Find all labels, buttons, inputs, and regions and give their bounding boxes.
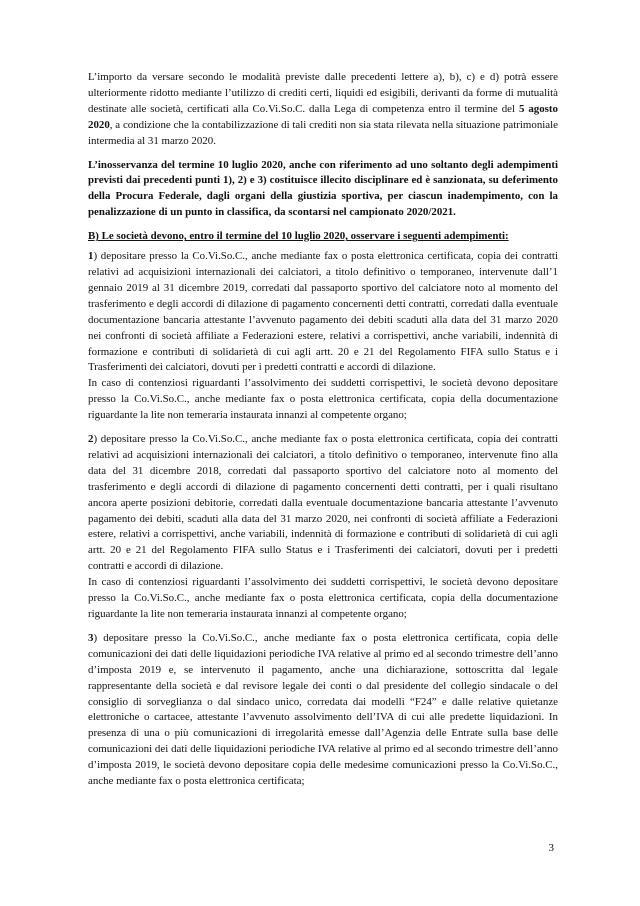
item-3-number: 3	[88, 631, 94, 644]
item-2-number: 2	[88, 433, 94, 446]
intro-text-a: L’importo da versare secondo le modalità previste dalle precedenti lettere a), b), c) e d) potrà essere ulteriormente ridotto mediante l’utilizzo di crediti certi, liquidi ed esigibili, derivanti da forme di mutualità destinate alle società, certificati alla Co.Vi.So.C. dalla Lega di competenza entro il termine del	[88, 71, 558, 115]
intro-deadline-date: 5 agosto 2020	[88, 102, 558, 131]
page-number: 3	[548, 842, 554, 854]
sanction-paragraph	[88, 158, 558, 222]
item-1-text: ) depositare presso la Co.Vi.So.C., anche mediante fax o posta elettronica certificata, copia dei contratti relativi ad acquisizioni internazionali dei calciatori, a titolo definitivo o temporaneo, intervenute dall’1 gennaio 2019 al 31 dicembre 2019, corredati dal passaporto sportivo del calciatore noto al momento del trasferimento e degli accordi di dilazione di pagamento concernenti detti contratti, corredati dalla eventuale documentazione bancaria attestante l’avvenuto pagamento dei debiti scaduti alla data del 31 marzo 2020 nei confronti di società affiliate a Federazioni estere, relativi a corrispettivi, anche variabili, indennità di formazione e contributi di solidarietà di cui agli artt. 20 e 21 del Regolamento FIFA sullo Status e i Trasferimenti dei calciatori, dovuti per i predetti contratti e accordi di dilazione.	[88, 250, 558, 374]
item-2-text: ) depositare presso la Co.Vi.So.C., anche mediante fax o posta elettronica certificata, copia dei contratti relativi ad acquisizioni internazionali dei calciatori, a titolo definitivo o temporaneo, intervenute fino alla data del 31 dicembre 2018, corredati dal passaporto sportivo del calciatore noto al momento del trasferimento e degli accordi di dilazione di pagamento concernenti detti contratti, per i quali risultano ancora aperte posizioni debitorie, corredati dalla eventuale documentazione bancaria attestante l’avvenuto pagamento dei debiti, scaduti alla data del 31 marzo 2020, nei confronti di società affiliate a Federazioni estere, relativi a corrispettivi, anche variabili, indennità di formazione e contributi di solidarietà di cui agli artt. 20 e 21 del Regolamento FIFA sullo Status e i Trasferimenti dei calciatori, dovuti per i predetti contratti e accordi di dilazione.	[88, 433, 558, 573]
item-1-litigation-paragraph: In caso di contenziosi riguardanti l’assolvimento dei suddetti corrispettivi, le società devono depositare presso la Co.Vi.So.C., anche mediante fax o posta elettronica certificata, copia della documentazione riguardante la lite non temeraria instaurata innanzi al competente organo;	[88, 377, 558, 422]
intro-text-c: , a condizione che la contabilizzazione di tali crediti non sia stata rilevata nella situazione patrimoniale intermedia al 31 marzo 2020.	[88, 118, 558, 147]
sanction-text: L’inosservanza del termine 10 luglio 2020, anche con riferimento ad uno soltanto degli adempimenti previsti dai precedenti punti 1), 2) e 3) costituisce illecito disciplinare ed è sanzionata, su deferimento della Procura Federale, dagli organi della giustizia sportiva, per ciascun inadempimento, con la penalizzazione di un punto in classifica, da scontarsi nel campionato 2020/2021.	[88, 158, 558, 219]
section-b-heading	[88, 229, 558, 245]
item-1-paragraph	[88, 249, 558, 376]
intro-paragraph	[88, 70, 558, 150]
document-page	[88, 70, 558, 790]
item-2-paragraph	[88, 432, 558, 575]
item-3-paragraph	[88, 631, 558, 790]
item-1-number: 1	[88, 250, 94, 263]
section-b-heading-text: B) Le società devono, entro il termine del 10 luglio 2020, osservare i seguenti adempimenti:	[88, 230, 509, 243]
item-3-text: ) depositare presso la Co.Vi.So.C., anche mediante fax o posta elettronica certificata, copia delle comunicazioni dei dati delle liquidazioni periodiche IVA relative al primo ed al secondo trimestre dell’anno d’imposta 2019 e, se intervenuto il pagamento, anche una dichiarazione, sottoscritta dal legale rappresentante della società e dal revisore legale dei conti o dal presidente del collegio sindacale o del consiglio di sorveglianza o dal sindaco unico, corredata dai modelli “F24” e dalle relative quietanze elettroniche o cartacee, attestante l’avvenuto assolvimento dell’IVA di cui alle predette liquidazioni. In presenza di una o più comunicazioni di irregolarità emesse dall’Agenzia delle Entrate sulla base delle comunicazioni dei dati delle liquidazioni periodiche IVA relative al primo ed al secondo trimestre dell’anno d’imposta 2019, le società devono depositare copia delle medesime comunicazioni presso la Co.Vi.So.C., anche mediante fax o posta elettronica certificata;	[88, 631, 558, 788]
item-2-litigation-paragraph: In caso di contenziosi riguardanti l’assolvimento dei suddetti corrispettivi, le società devono depositare presso la Co.Vi.So.C., anche mediante fax o posta elettronica certificata, copia della documentazione riguardante la lite non temeraria instaurata innanzi al competente organo;	[88, 576, 558, 620]
